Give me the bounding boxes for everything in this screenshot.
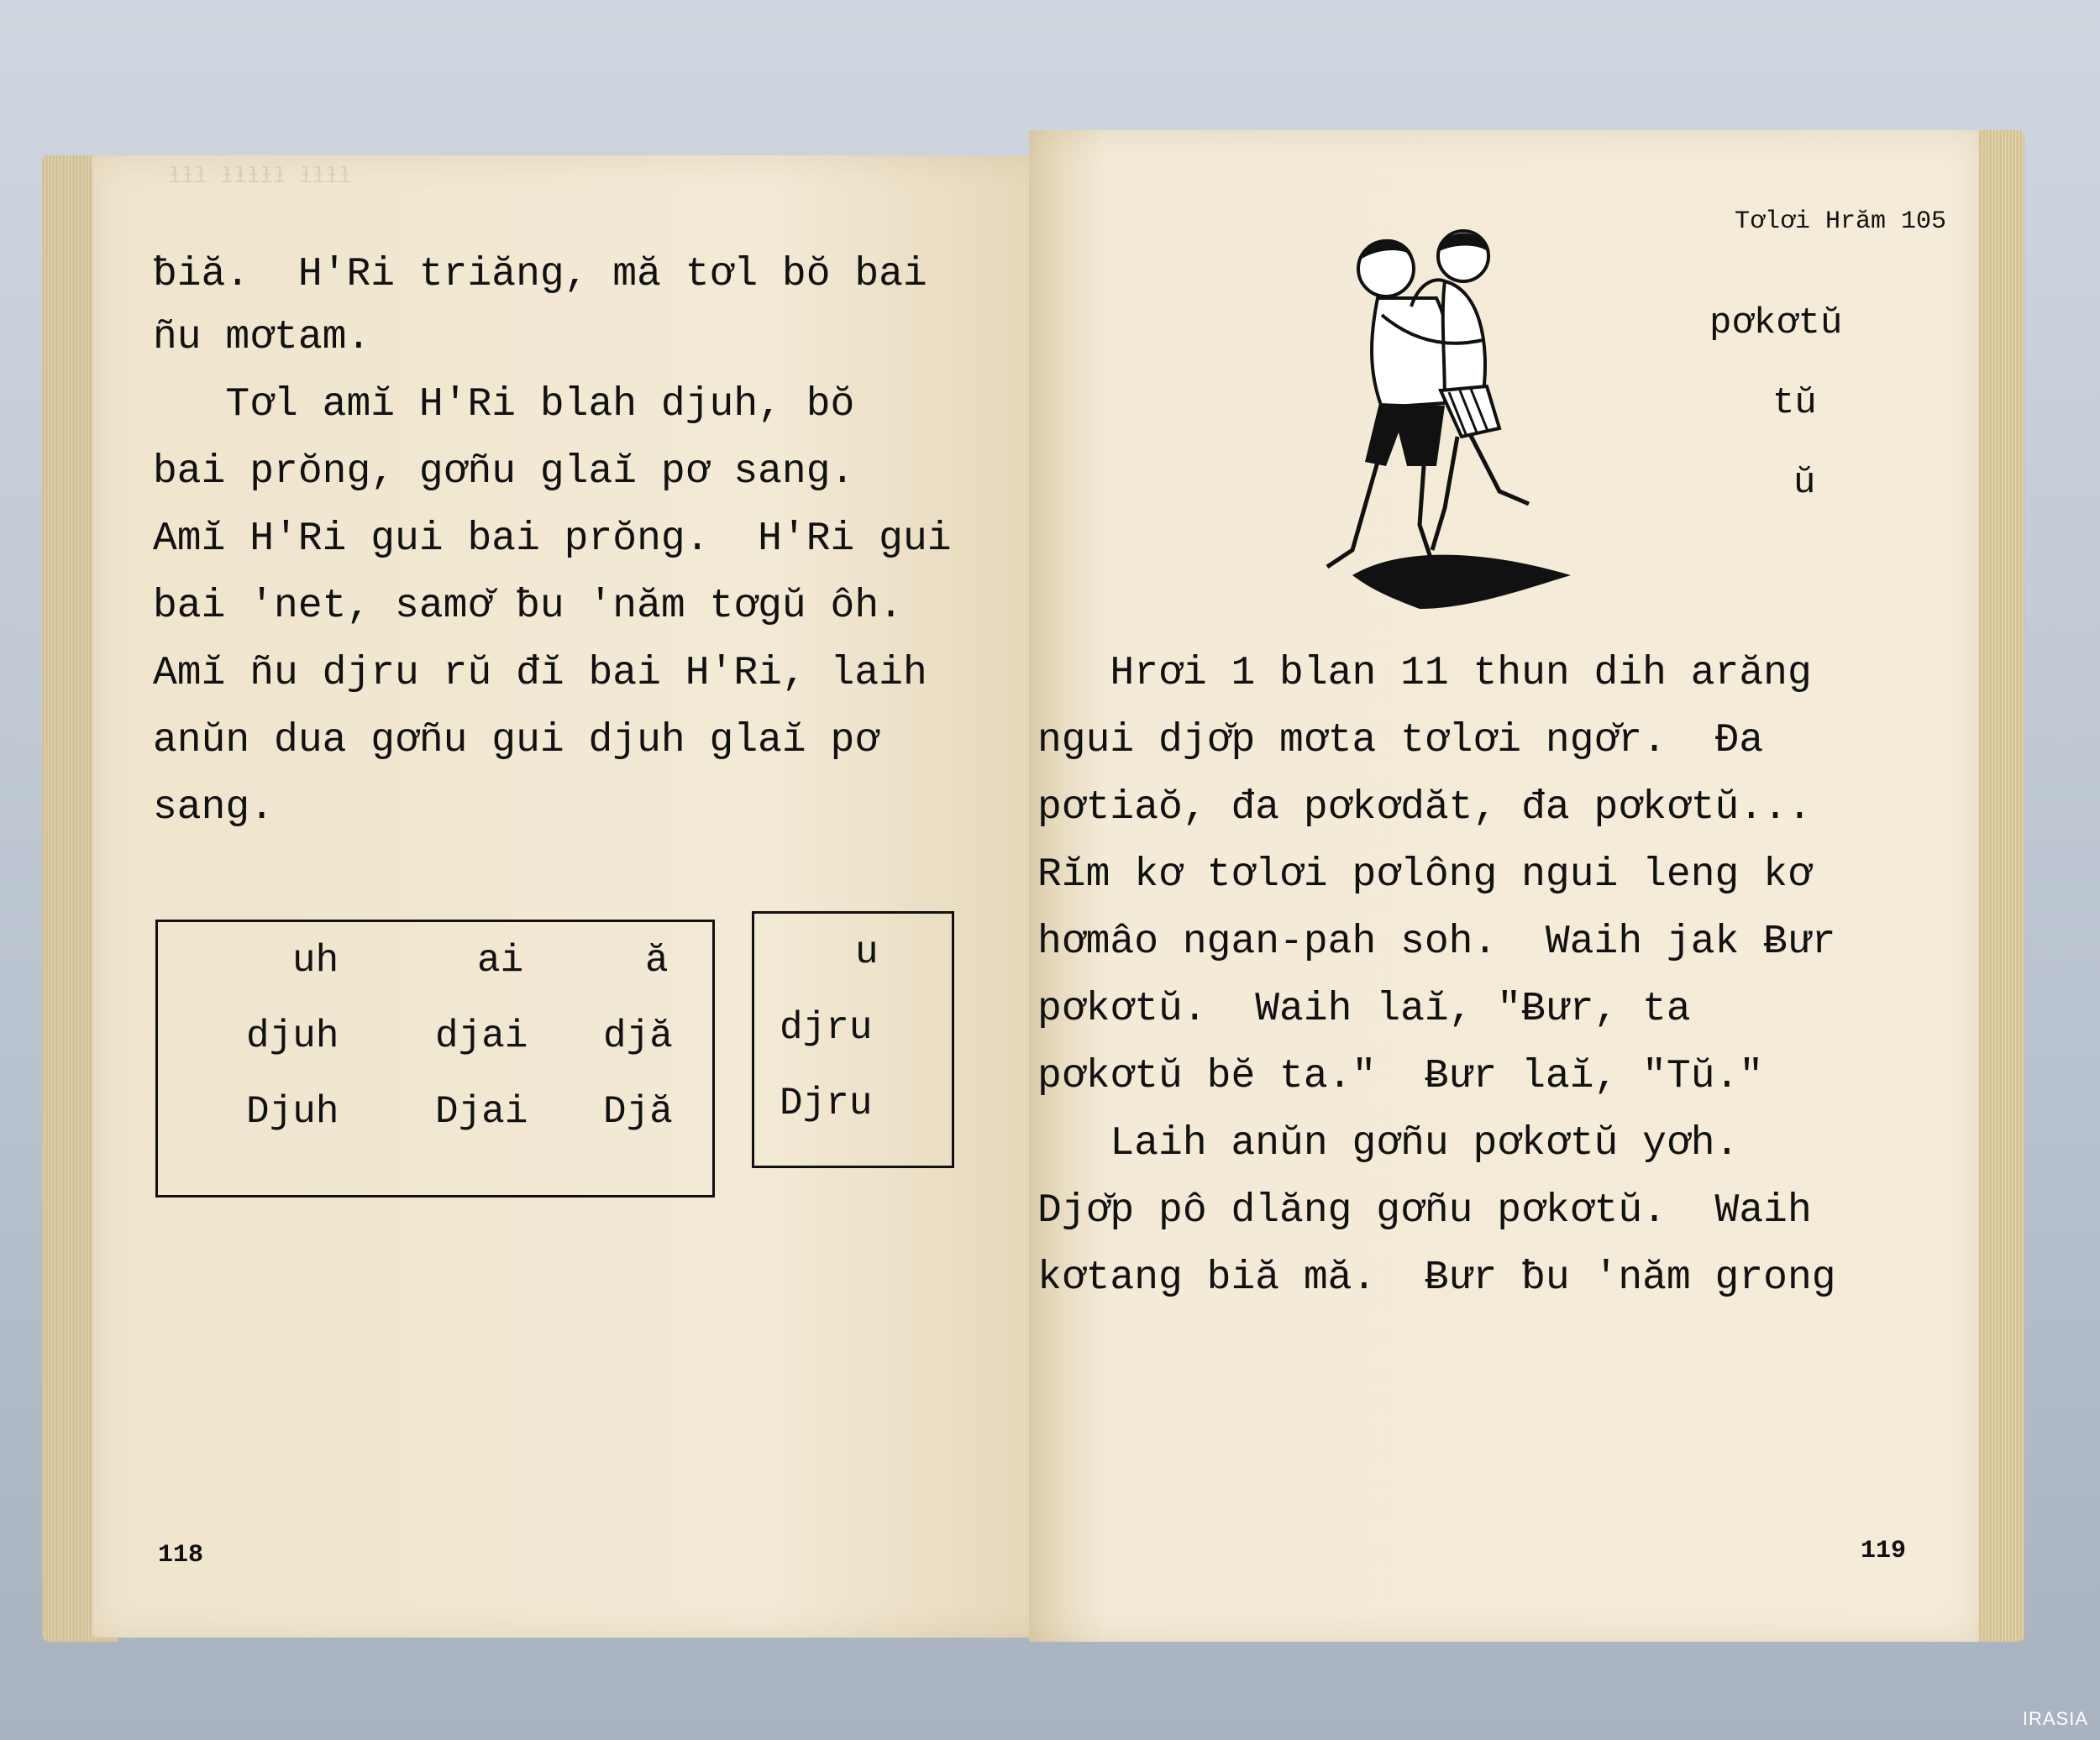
open-book — [42, 130, 2024, 1642]
watermark: IRASIA — [2022, 1708, 2088, 1729]
text-line: hơmâo ngan-pah soh. Waih jak Ƀưr — [1037, 920, 1836, 965]
text-line: pơkơtŭ. Waih laĭ, "Ƀưr, ta — [1037, 987, 1691, 1032]
text-line: Amĭ H'Ri gui bai prŏng. H'Ri gui — [153, 516, 952, 562]
syllable-box-1 — [155, 920, 715, 1198]
running-header: Tơlơi Hrăm 105 — [1735, 207, 1947, 236]
text-line: sang. — [153, 785, 275, 831]
text-line: Laih anŭn gơñu pơkơtŭ yơh. — [1037, 1121, 1740, 1166]
text-line: Amĭ ñu djru rŭ đĭ bai H'Ri, laih — [153, 651, 927, 696]
box-cell: Djă — [603, 1090, 673, 1134]
box-cell: ai — [477, 939, 524, 983]
vocab-word: tŭ — [1772, 382, 1817, 424]
syllable-box-2 — [752, 911, 954, 1168]
bleed-through-text: ƚƚƚ ƚƚƚƚƚ ƚƚƚƚ — [168, 164, 352, 189]
page-number-right: 119 — [1861, 1537, 1907, 1565]
box-cell: djuh — [246, 1014, 339, 1058]
box-cell: djru — [780, 1006, 873, 1050]
wrestling-boys-illustration — [1319, 214, 1588, 609]
text-line: anŭn dua gơñu gui djuh glaĭ pơ — [153, 718, 879, 763]
text-line: ñu mơtam. — [153, 315, 371, 360]
box-cell: u — [855, 930, 879, 974]
right-page — [1029, 130, 1978, 1642]
box-cell: Djuh — [246, 1090, 339, 1134]
text-line: ƀiă. H'Ri triăng, mă tơl bŏ bai — [153, 252, 927, 297]
text-line: Hrơi 1 blan 11 thun dih arăng — [1037, 651, 1812, 696]
text-line: pơkơtŭ bĕ ta." Ƀưr laĭ, "Tŭ." — [1037, 1054, 1764, 1099]
box-cell: Djai — [435, 1090, 528, 1134]
text-line: bai 'net, samơ̆ ƀu 'năm tơgŭ ôh. — [153, 584, 903, 629]
text-line: ngui djơ̆p mơta tơlơi ngơ̆r. Đa — [1037, 718, 1764, 763]
text-line: Rĭm kơ tơlơi pơlông ngui leng kơ — [1037, 852, 1812, 898]
box-cell: ă — [645, 939, 669, 983]
box-cell: Djru — [780, 1082, 873, 1125]
box-cell: djai — [435, 1014, 528, 1058]
page-number-left: 118 — [158, 1541, 204, 1570]
left-page — [92, 155, 1058, 1638]
vocab-word: ŭ — [1793, 462, 1816, 504]
box-cell: djă — [603, 1014, 673, 1058]
box-cell: uh — [292, 939, 339, 983]
text-line: kơtang biă mă. Ƀưr ƀu 'năm grong — [1037, 1255, 1836, 1301]
text-line: Djơ̆p pô dlăng gơñu pơkơtŭ. Waih — [1037, 1188, 1812, 1234]
text-line: pơtiaŏ, đa pơkơdăt, đa pơkơtŭ... — [1037, 785, 1812, 831]
text-line: Tơl amĭ H'Ri blah djuh, bŏ — [153, 382, 855, 427]
vocab-word: pơkơtŭ — [1709, 302, 1843, 344]
text-line: bai prŏng, gơñu glaĭ pơ sang. — [153, 449, 855, 495]
